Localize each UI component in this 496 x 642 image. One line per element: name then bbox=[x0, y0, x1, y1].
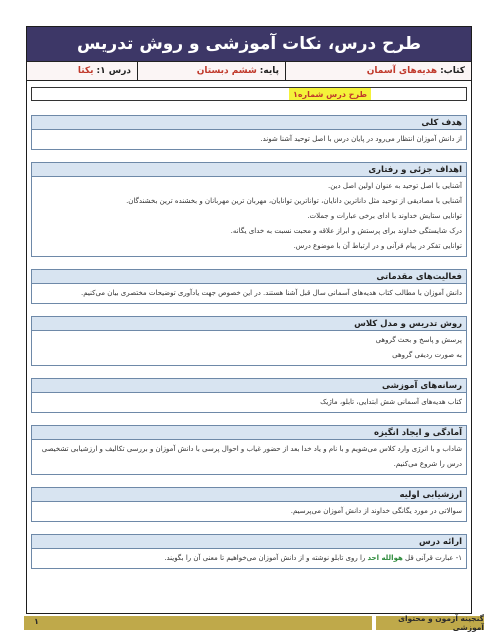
book-info-cell bbox=[285, 62, 471, 80]
body-line: توانایی تفکر در پیام قرآنی و در ارتباط آن با موضوع درس. bbox=[293, 242, 462, 250]
footer-bar bbox=[24, 616, 372, 630]
section-initial-assessment bbox=[31, 487, 467, 522]
section-body bbox=[32, 393, 466, 412]
lesson-label: درس ۱: bbox=[96, 66, 131, 76]
grade-info-cell bbox=[137, 62, 285, 80]
footer-brand: گنجینه آزمون و محتوای آموزشی bbox=[376, 616, 484, 630]
body-line: سوالاتی در مورد یگانگی خداوند از دانش آموزان می‌پرسیم. bbox=[290, 507, 462, 515]
section-title: روش تدریس و مدل کلاس bbox=[32, 317, 466, 331]
body-line: آشنایی با مصادیقی از توحید مثل داناترین دانایان، تواناترین توانایان، مهربان ترین مهربانان و بخشنده ترین بخشندگان. bbox=[126, 197, 462, 205]
section-title: آمادگی و ایجاد انگیزه bbox=[32, 426, 466, 440]
line-suffix: را روی تابلو نوشته و از دانش آموزان می‌خواهیم تا معنی آن را بگویند. bbox=[164, 554, 368, 562]
page-title: طرح درس، نکات آموزشی و روش تدریس bbox=[27, 27, 471, 61]
section-body bbox=[32, 502, 466, 521]
section-body bbox=[32, 284, 466, 303]
page-footer bbox=[0, 616, 496, 632]
section-lesson-presentation bbox=[31, 534, 467, 569]
section-body bbox=[32, 549, 466, 568]
line-prefix: ۱- عبارت قرآنی قل bbox=[402, 554, 462, 562]
grade-value: ششم دبستان bbox=[196, 66, 257, 76]
lesson-info-cell bbox=[27, 62, 137, 80]
body-line: توانایی ستایش خداوند با ادای برخی عبارات و جملات. bbox=[307, 212, 462, 220]
section-title: ارزشیابی اولیه bbox=[32, 488, 466, 502]
section-body bbox=[32, 177, 466, 256]
plan-number-bar bbox=[31, 87, 467, 101]
lesson-info-row bbox=[27, 61, 471, 81]
body-line: درک شایستگی خداوند برای پرستش و ابراز علاقه و محبت نسبت به خدای یگانه. bbox=[230, 227, 462, 235]
section-body bbox=[32, 331, 466, 365]
plan-content bbox=[27, 81, 471, 569]
section-title: ارائه درس bbox=[32, 535, 466, 549]
body-line: شاداب و با انرژی وارد کلاس می‌شویم و با نام و یاد خدا بعد از حضور غیاب و احوال پرسی با دانش آموزان و بررسی تکالیف و ارزشیابی تشخیصی درس را شروع می‌کنیم. bbox=[41, 445, 462, 468]
body-line: دانش آموزان با مطالب کتاب هدیه‌های آسمانی سال قبل آشنا هستند. در این خصوص جهت یادآوری توضیحات مختصری بیان می‌کنیم. bbox=[81, 289, 462, 297]
body-line: آشنایی با اصل توحید به عنوان اولین اصل دین. bbox=[328, 182, 462, 190]
grade-label: پایه: bbox=[259, 66, 279, 76]
section-detailed-goals bbox=[31, 162, 467, 257]
page-number: ۱ bbox=[34, 617, 39, 626]
body-line bbox=[36, 551, 462, 566]
book-value: هدیه‌های آسمان bbox=[366, 66, 438, 76]
body-line: به صورت ردیفی گروهی bbox=[392, 351, 462, 359]
plan-number-label: طرح درس شماره۱ bbox=[289, 88, 371, 100]
lesson-value: یکتا bbox=[77, 66, 94, 76]
section-title: اهداف جزئی و رفتاری bbox=[32, 163, 466, 177]
section-title: هدف کلی bbox=[32, 116, 466, 130]
section-body bbox=[32, 130, 466, 149]
body-line: کتاب هدیه‌های آسمانی شش ابتدایی، تابلو، ماژیک bbox=[320, 398, 462, 406]
body-line: از دانش آموزان انتظار می‌رود در پایان درس با اصل توحید آشنا شوند. bbox=[260, 135, 462, 143]
lesson-plan-page bbox=[26, 26, 472, 614]
section-teaching-media bbox=[31, 378, 467, 413]
body-line: پرسش و پاسخ و بحث گروهی bbox=[375, 336, 462, 344]
book-label: کتاب: bbox=[440, 66, 465, 76]
section-title: رسانه‌های آموزشی bbox=[32, 379, 466, 393]
section-body bbox=[32, 440, 466, 474]
section-general-goal bbox=[31, 115, 467, 150]
section-teaching-method bbox=[31, 316, 467, 366]
section-title: فعالیت‌های مقدماتی bbox=[32, 270, 466, 284]
section-preliminary-activities bbox=[31, 269, 467, 304]
quran-phrase: هوالله احد bbox=[367, 554, 403, 562]
section-motivation bbox=[31, 425, 467, 475]
